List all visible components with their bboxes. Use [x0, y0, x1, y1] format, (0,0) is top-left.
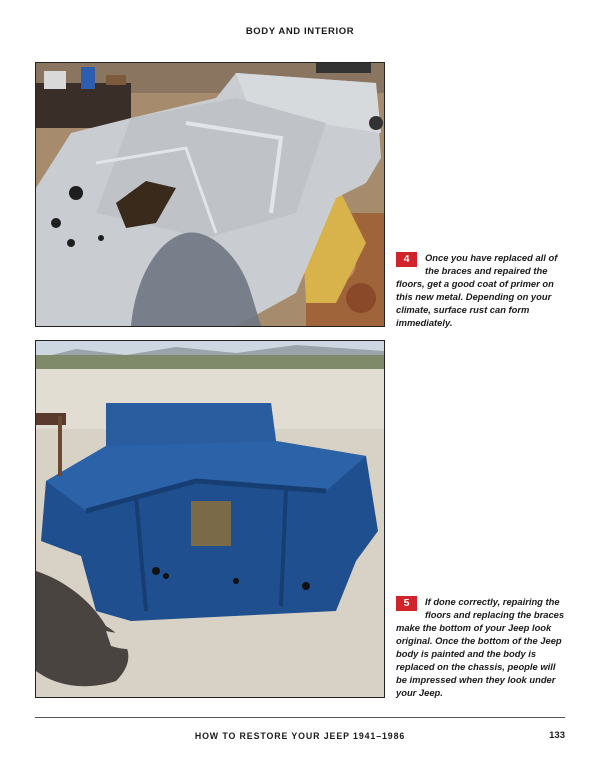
- page-number: 133: [549, 730, 565, 741]
- step-5-caption: [396, 595, 568, 699]
- painted-floor-photo: [35, 340, 385, 698]
- footer-book-title: HOW TO RESTORE YOUR JEEP 1941–1986: [194, 731, 406, 741]
- step-4-text: Once you have replaced all of the braces and repaired the floors, get a good coat of primer on this new metal. Depending on your climate, surface rust can form immediately.: [396, 252, 558, 328]
- step-4-badge: 4: [396, 252, 417, 267]
- primed-floor-photo: [35, 62, 385, 327]
- step-5-text: If done correctly, repairing the floors and replacing the braces make the bottom of your Jeep look original. Once the bottom of the Jeep body is painted and the body is replaced on the chassis, people will be impressed when they look under your Jeep.: [396, 596, 565, 698]
- step-5-badge: 5: [396, 596, 417, 611]
- step-4-caption: [396, 251, 568, 329]
- footer-divider: [35, 717, 565, 718]
- section-header: BODY AND INTERIOR: [245, 26, 355, 37]
